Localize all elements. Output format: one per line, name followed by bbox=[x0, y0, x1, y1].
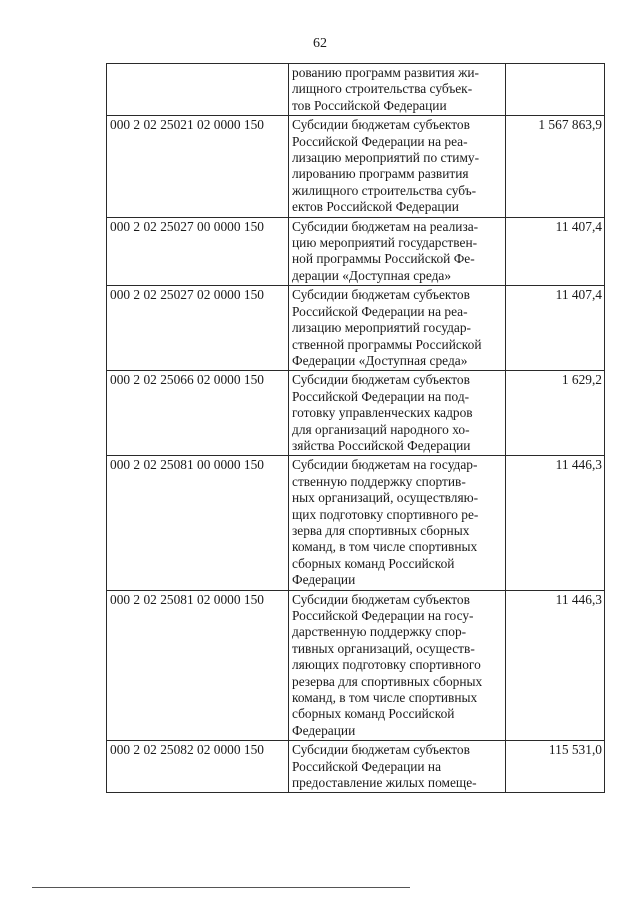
table-row bbox=[107, 590, 605, 741]
amount: 1 567 863,9 bbox=[506, 116, 605, 217]
income-name-line: сборных команд Российской bbox=[292, 706, 455, 722]
income-name bbox=[289, 217, 506, 286]
income-name-line: ных организаций, осуществляю- bbox=[292, 490, 479, 506]
income-name bbox=[289, 741, 506, 793]
amount: 11 446,3 bbox=[506, 456, 605, 590]
income-name-line: лизацию мероприятий по стиму- bbox=[292, 150, 480, 166]
budget-code bbox=[107, 64, 289, 116]
income-name-line: Федерации bbox=[292, 572, 356, 588]
income-name-line: Российской Федерации на под- bbox=[292, 388, 470, 404]
income-name-line: Субсидии бюджетам на государ- bbox=[292, 457, 478, 473]
income-name-line: резерва для спортивных сборных bbox=[292, 673, 483, 689]
income-name-line: Федерации «Доступная среда» bbox=[292, 352, 468, 368]
income-name bbox=[289, 456, 506, 590]
footer-rule bbox=[32, 887, 410, 888]
income-name-line: Федерации bbox=[292, 722, 356, 738]
income-name-line: щих подготовку спортивного ре- bbox=[292, 506, 479, 522]
income-name-line: ственной программы Российской bbox=[292, 336, 482, 352]
income-name-line: цию мероприятий государствен- bbox=[292, 235, 478, 251]
page-number: 62 bbox=[313, 36, 327, 51]
table-row bbox=[107, 371, 605, 456]
income-name bbox=[289, 286, 506, 371]
income-name-line: предоставление жилых помеще- bbox=[292, 775, 477, 791]
income-name-line: ектов Российской Федерации bbox=[292, 199, 459, 215]
income-name-line: ной программы Российской Фе- bbox=[292, 251, 475, 267]
budget-code: 000 2 02 25066 02 0000 150 bbox=[107, 371, 289, 456]
income-name-line: для организаций народного хо- bbox=[292, 421, 470, 437]
income-name-line: лизацию мероприятий государ- bbox=[292, 320, 472, 336]
budget-code: 000 2 02 25082 02 0000 150 bbox=[107, 741, 289, 793]
income-name-line: дерации «Доступная среда» bbox=[292, 267, 452, 283]
income-name-line: зерва для спортивных сборных bbox=[292, 522, 470, 538]
income-name-line: Субсидии бюджетам субъектов bbox=[292, 287, 470, 303]
income-name-line: Российской Федерации на bbox=[292, 758, 442, 774]
income-name bbox=[289, 116, 506, 217]
income-name-line: Российской Федерации на реа- bbox=[292, 133, 468, 149]
income-name-line: зяйства Российской Федерации bbox=[292, 437, 471, 453]
income-name bbox=[289, 371, 506, 456]
budget-code: 000 2 02 25081 02 0000 150 bbox=[107, 590, 289, 741]
budget-code: 000 2 02 25021 02 0000 150 bbox=[107, 116, 289, 217]
amount: 11 407,4 bbox=[506, 217, 605, 286]
amount: 11 407,4 bbox=[506, 286, 605, 371]
income-name-line: Субсидии бюджетам субъектов bbox=[292, 372, 470, 388]
amount bbox=[506, 64, 605, 116]
income-name-line: готовку управленческих кадров bbox=[292, 405, 473, 421]
income-name-line: Субсидии бюджетам субъектов bbox=[292, 591, 470, 607]
income-name-line: Субсидии бюджетам субъектов bbox=[292, 117, 470, 133]
budget-code: 000 2 02 25081 00 0000 150 bbox=[107, 456, 289, 590]
table-row bbox=[107, 116, 605, 217]
income-name-line: Субсидии бюджетам субъектов bbox=[292, 742, 470, 758]
budget-table bbox=[106, 63, 605, 793]
budget-code: 000 2 02 25027 00 0000 150 bbox=[107, 217, 289, 286]
income-name-line: Субсидии бюджетам на реализа- bbox=[292, 218, 479, 234]
table-row bbox=[107, 286, 605, 371]
income-name-line: Российской Федерации на госу- bbox=[292, 608, 474, 623]
income-name bbox=[289, 64, 506, 116]
table-row bbox=[107, 456, 605, 590]
amount: 1 629,2 bbox=[506, 371, 605, 456]
income-name-line: тов Российской Федерации bbox=[292, 97, 447, 113]
income-name-line: сборных команд Российской bbox=[292, 555, 455, 571]
income-name-line: лированию программ развития bbox=[292, 166, 469, 182]
income-name-line: ственную поддержку спортив- bbox=[292, 473, 466, 489]
amount: 115 531,0 bbox=[506, 741, 605, 793]
income-name-line: команд, в том числе спортивных bbox=[292, 690, 478, 706]
income-name-line: Российской Федерации на реа- bbox=[292, 303, 468, 319]
table-row bbox=[107, 64, 605, 116]
income-name-line: жилищного строительства субъ- bbox=[292, 182, 477, 198]
income-name-line: лищного строительства субъек- bbox=[292, 81, 473, 97]
budget-code: 000 2 02 25027 02 0000 150 bbox=[107, 286, 289, 371]
table-row bbox=[107, 741, 605, 793]
table-row bbox=[107, 217, 605, 286]
income-name-line: дарственную поддержку спор- bbox=[292, 624, 467, 640]
income-name-line: тивных организаций, осуществ- bbox=[292, 640, 475, 656]
income-name-line: ляющих подготовку спортивного bbox=[292, 657, 481, 673]
income-name-line: рованию программ развития жи- bbox=[292, 65, 479, 80]
amount: 11 446,3 bbox=[506, 590, 605, 741]
income-name-line: команд, в том числе спортивных bbox=[292, 539, 478, 555]
budget-table-body bbox=[107, 64, 605, 793]
income-name bbox=[289, 590, 506, 741]
